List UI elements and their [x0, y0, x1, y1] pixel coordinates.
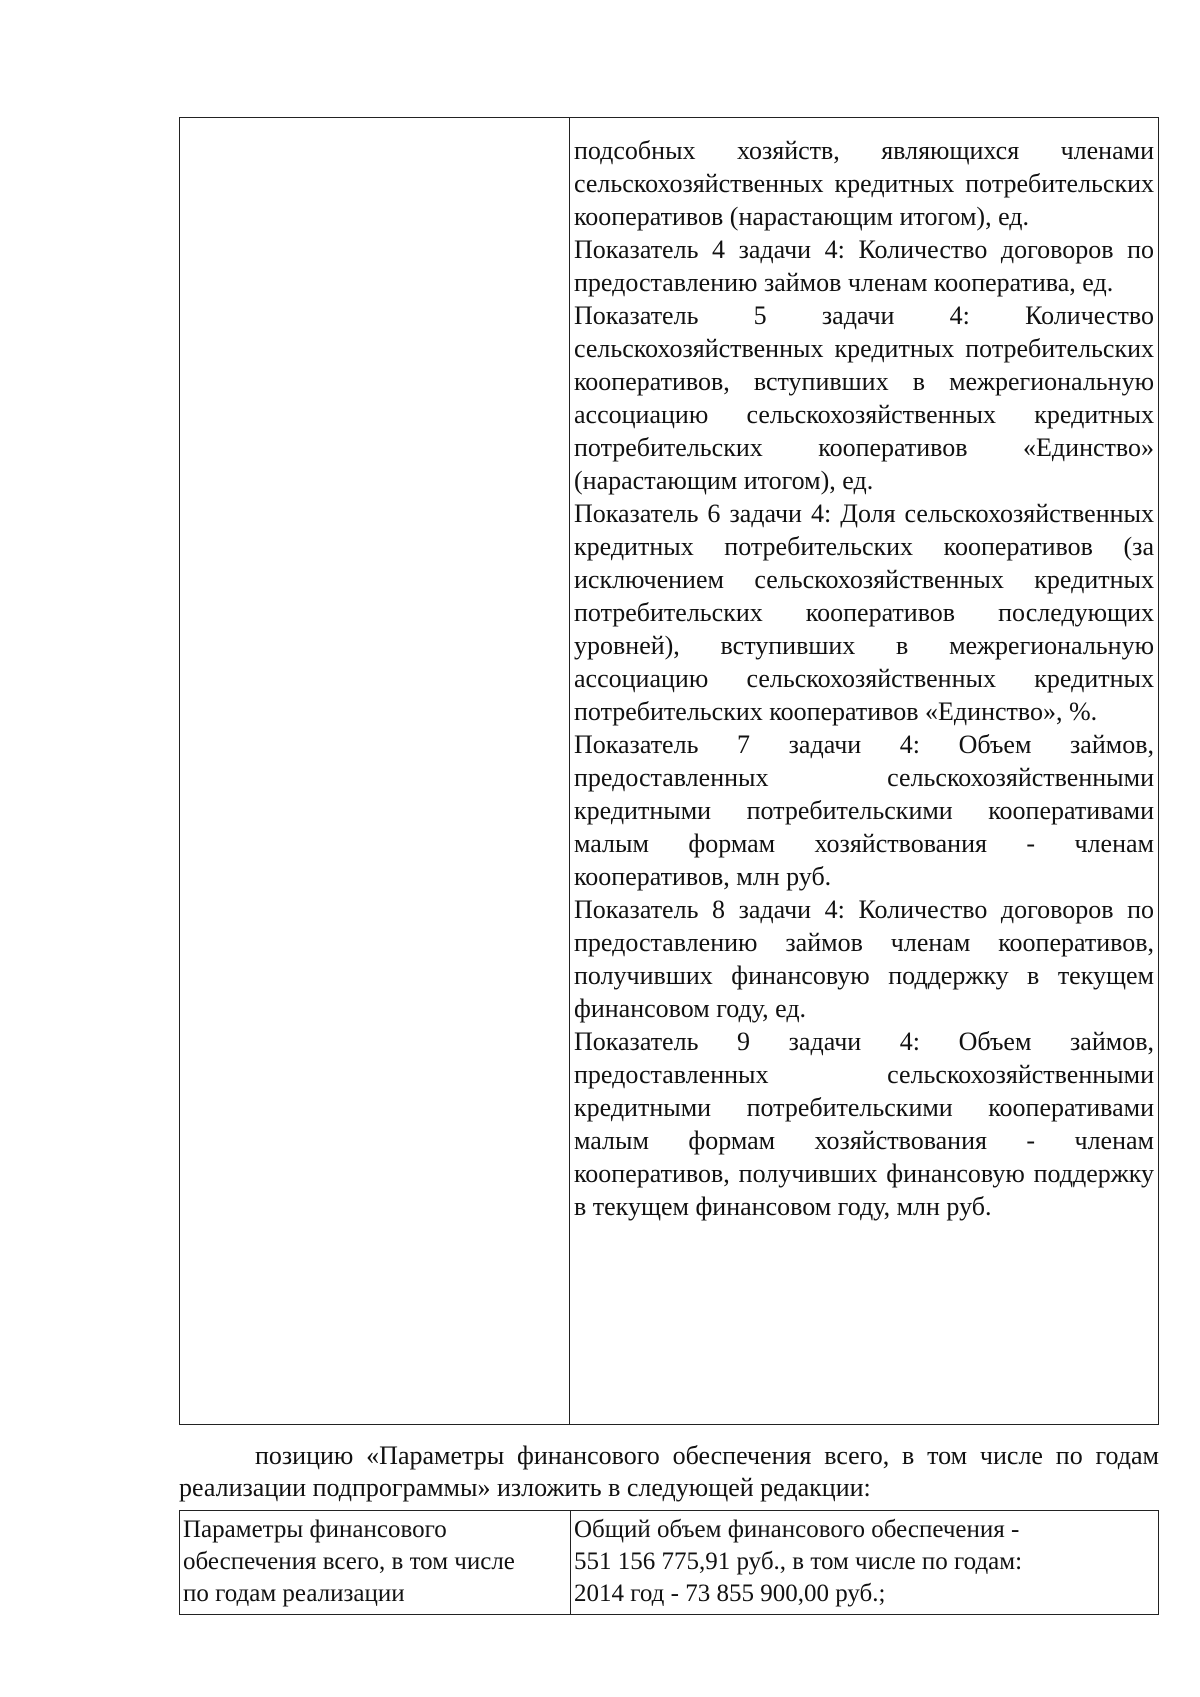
- financing-table-divider: [570, 1511, 571, 1614]
- indicator-continuation: подсобных хозяйств, являющихся членами сельскохозяйственных кредитных потребительских кооперативов (нарастающим итогом), ед.: [574, 136, 1154, 231]
- indicator-6: Показатель 6 задачи 4: Доля сельскохозяйственных кредитных потребительских кооперативов (за исключением сельскохозяйственных кредитных потребительских кооперативов последующих уровней), вступивших в межрегиональную ассоциацию сельскохозяйственных кредитных потребительских кооперативов «Единство», %.: [574, 499, 1154, 726]
- indicator-4: Показатель 4 задачи 4: Количество договоров по предоставлению займов членам кооператива, ед.: [574, 235, 1154, 297]
- indicator-5: Показатель 5 задачи 4: Количество сельскохозяйственных кредитных потребительских кооперативов, вступивших в межрегиональную ассоциацию сельскохозяйственных кредитных потребительских кооперативов «Единство» (нарастающим итогом), ед.: [574, 301, 1154, 495]
- financing-value-line-1: Общий объем финансового обеспечения -: [574, 1516, 1020, 1543]
- financing-value-line-3: 2014 год - 73 855 900,00 руб.;: [574, 1580, 886, 1607]
- table-column-divider: [569, 118, 570, 1424]
- indicators-table-right-cell: [574, 134, 1154, 1223]
- financing-table-left-cell: [183, 1514, 567, 1610]
- financing-table: [179, 1510, 1159, 1615]
- indicator-9: Показатель 9 задачи 4: Объем займов, предоставленных сельскохозяйственными кредитными потребительскими кооперативами малым формам хозяйствования - членам кооперативов, получивших финансовую поддержку в текущем финансовом году, млн руб.: [574, 1027, 1154, 1221]
- financing-label-line-2: обеспечения всего, в том числе: [183, 1548, 515, 1575]
- indicators-table: [179, 117, 1159, 1425]
- indicator-7: Показатель 7 задачи 4: Объем займов, предоставленных сельскохозяйственными кредитными потребительскими кооперативами малым формам хозяйствования - членам кооперативов, млн руб.: [574, 730, 1154, 891]
- financing-value-line-2: 551 156 775,91 руб., в том числе по годам:: [574, 1548, 1023, 1575]
- financing-label-line-3: по годам реализации: [183, 1580, 405, 1607]
- indicator-8: Показатель 8 задачи 4: Количество договоров по предоставлению займов членам кооперативов, получивших финансовую поддержку в текущем финансовом году, ед.: [574, 895, 1154, 1023]
- financing-table-right-cell: [574, 1514, 1154, 1610]
- financing-label-line-1: Параметры финансового: [183, 1516, 447, 1543]
- indicators-table-left-cell: [180, 118, 569, 1424]
- amendment-paragraph: позицию «Параметры финансового обеспечения всего, в том числе по годам реализации подпрограммы» изложить в следующей редакции:: [179, 1441, 1159, 1502]
